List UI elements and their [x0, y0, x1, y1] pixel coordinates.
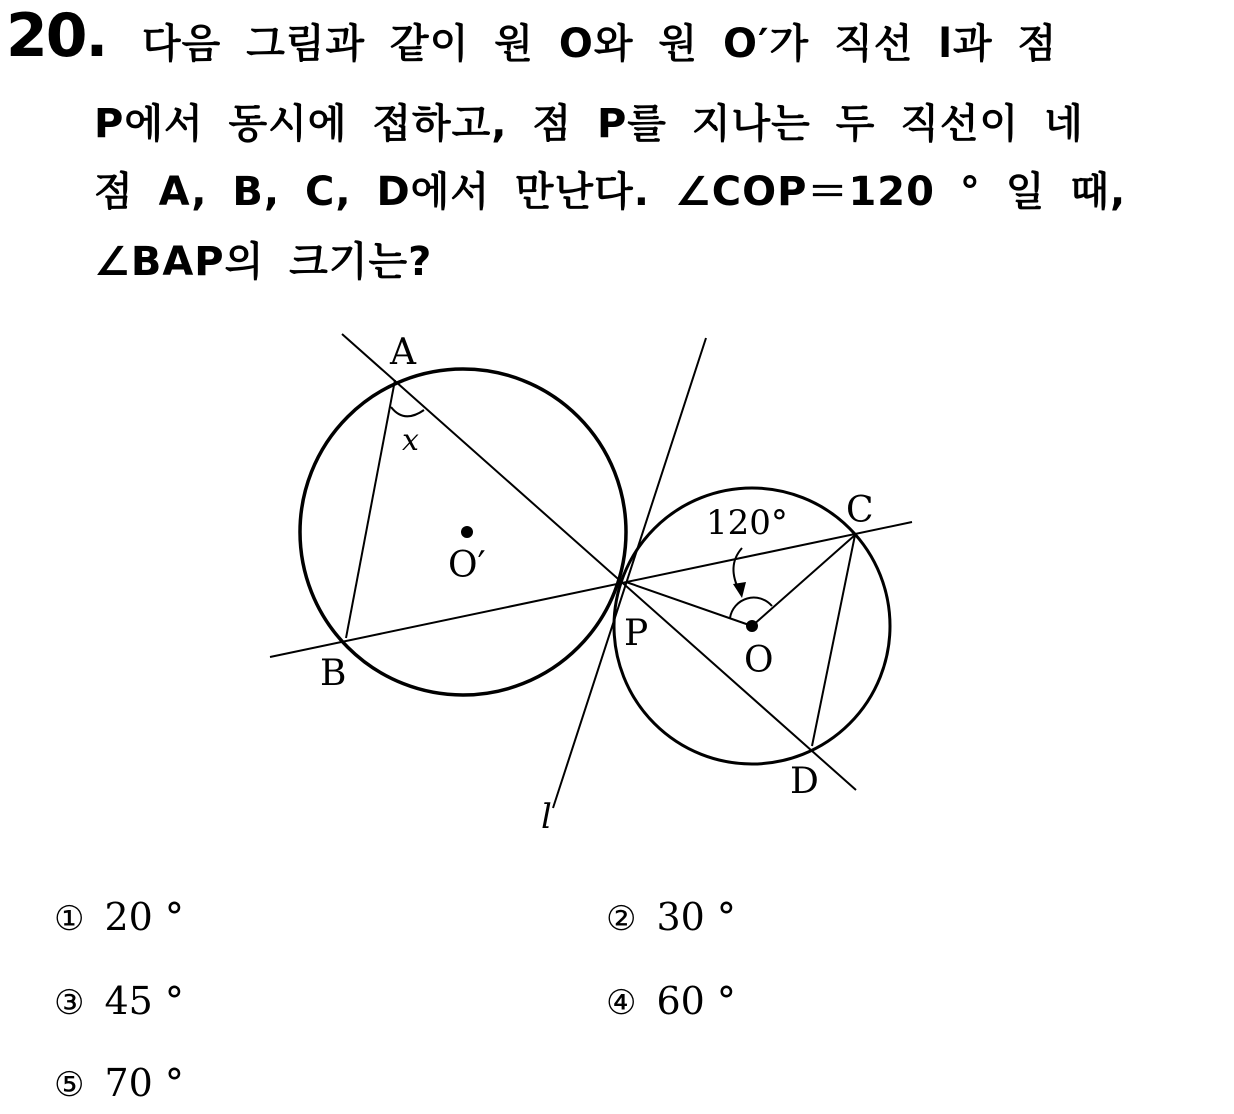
chord-a-b: [346, 380, 395, 638]
line-a-d: [342, 334, 856, 790]
label-d: D: [790, 761, 819, 802]
choice-5-value: 70 °: [104, 1061, 184, 1105]
choice-1-mark: ①: [54, 899, 85, 939]
choice-2-mark: ②: [606, 899, 637, 939]
choice-4-mark: ④: [606, 983, 637, 1023]
choice-3-mark: ③: [54, 983, 85, 1023]
choice-2[interactable]: [606, 895, 736, 939]
center-o-prime-dot: [461, 526, 473, 538]
label-angle-120: 120°: [706, 503, 788, 543]
question-text-line-2: P에서 동시에 접하고, 점 P를 지나는 두 직선이 네: [94, 101, 1084, 147]
question-text-line-1: 다음 그림과 같이 원 O와 원 O′가 직선 l과 점: [142, 21, 1058, 67]
line-b-c: [270, 522, 912, 657]
label-o-prime: O′: [448, 545, 486, 586]
label-c: C: [846, 490, 874, 531]
choice-4[interactable]: [606, 979, 736, 1023]
choice-3-value: 45 °: [104, 979, 184, 1023]
choice-5-mark: ⑤: [54, 1065, 85, 1105]
label-p: P: [624, 613, 649, 654]
question-number: 20.: [6, 1, 107, 71]
question-text-line-3: 점 A, B, C, D에서 만난다. ∠COP＝120 ° 일 때,: [94, 169, 1127, 215]
center-o-dot: [746, 620, 758, 632]
angle-pointer-arrowhead: [733, 582, 746, 598]
choice-4-value: 60 °: [656, 979, 736, 1023]
label-o: O: [744, 640, 774, 681]
choice-2-value: 30 °: [656, 895, 736, 939]
question-text-line-4: ∠BAP의 크기는?: [94, 239, 433, 285]
label-l: l: [541, 797, 552, 837]
label-b: B: [320, 653, 347, 694]
tangent-line-l: [553, 338, 706, 808]
label-x: x: [402, 423, 419, 458]
geometry-figure: [250, 322, 930, 842]
angle-x-arc: [391, 407, 424, 416]
choice-5[interactable]: [54, 1061, 184, 1105]
label-a: A: [390, 332, 416, 373]
choice-1-value: 20 °: [104, 895, 184, 939]
choice-3[interactable]: [54, 979, 184, 1023]
choice-1[interactable]: [54, 895, 184, 939]
